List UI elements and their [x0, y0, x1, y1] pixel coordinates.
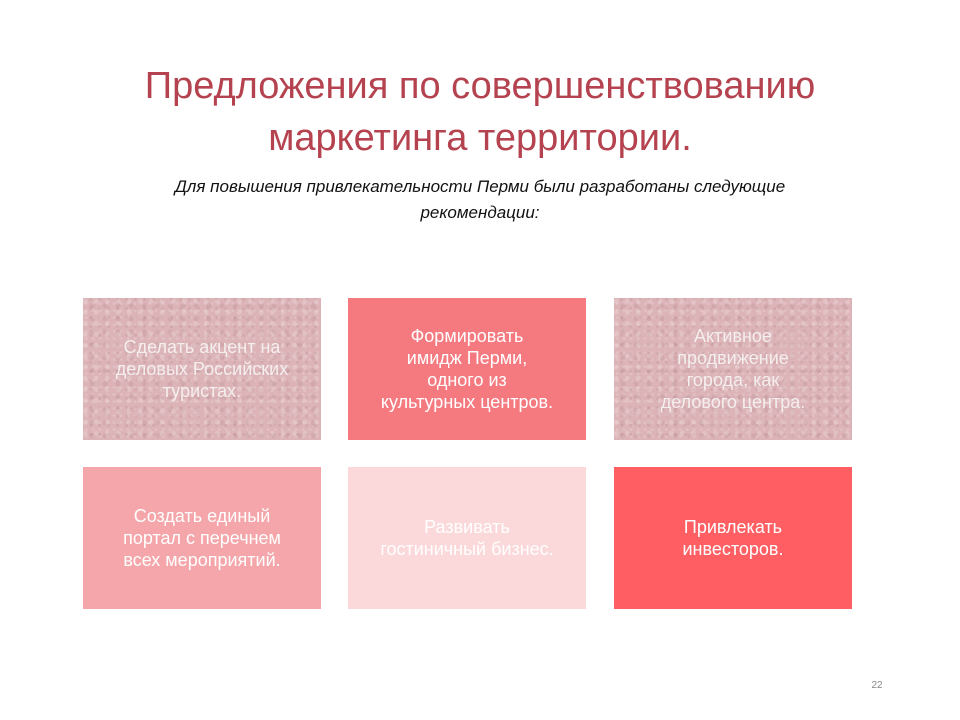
tile-text-line: портал с перечнем: [123, 528, 281, 548]
slide-subtitle-line-1: Для повышения привлекательности Перми были разработаны следующие: [174, 177, 786, 196]
tile-text-line: инвесторов.: [682, 539, 784, 559]
slide-title-line-1: Предложения по совершенствованию: [144, 65, 816, 107]
tile-text-line: делового центра.: [660, 392, 806, 412]
recommendation-tile-hotel-business: [348, 467, 586, 609]
recommendation-tile-business-tourists: [83, 298, 321, 440]
tile-text-line: города, как: [686, 370, 780, 390]
recommendation-tile-city-image: [348, 298, 586, 440]
tile-text-line: деловых Российских: [115, 359, 289, 379]
slide-subtitle: [80, 174, 880, 226]
page-number: 22: [871, 680, 883, 691]
tile-text-line: Активное: [694, 326, 772, 346]
tile-text-line: одного из: [427, 370, 507, 390]
slide-title: [80, 60, 880, 164]
recommendation-tile-business-center: [614, 298, 852, 440]
recommendation-tile-investors: [614, 467, 852, 609]
tile-text-line: Привлекать: [683, 517, 783, 537]
tile-text-line: гостиничный бизнес.: [380, 539, 554, 559]
tile-text-line: культурных центров.: [380, 392, 554, 412]
slide-title-line-2: маркетинга территории.: [268, 117, 692, 159]
tile-text-line: продвижение: [677, 348, 789, 368]
slide-subtitle-line-2: рекомендации:: [420, 203, 540, 222]
recommendation-tile-events-portal: [83, 467, 321, 609]
tile-text-line: Развивать: [424, 517, 510, 537]
tile-text-line: имидж Перми,: [406, 348, 528, 368]
tile-text-line: туристах.: [162, 381, 242, 401]
tile-text-line: всех мероприятий.: [123, 550, 281, 570]
tile-text-line: Создать единый: [133, 506, 271, 526]
tile-text-line: Сделать акцент на: [123, 337, 281, 357]
tile-text-line: Формировать: [410, 326, 524, 346]
